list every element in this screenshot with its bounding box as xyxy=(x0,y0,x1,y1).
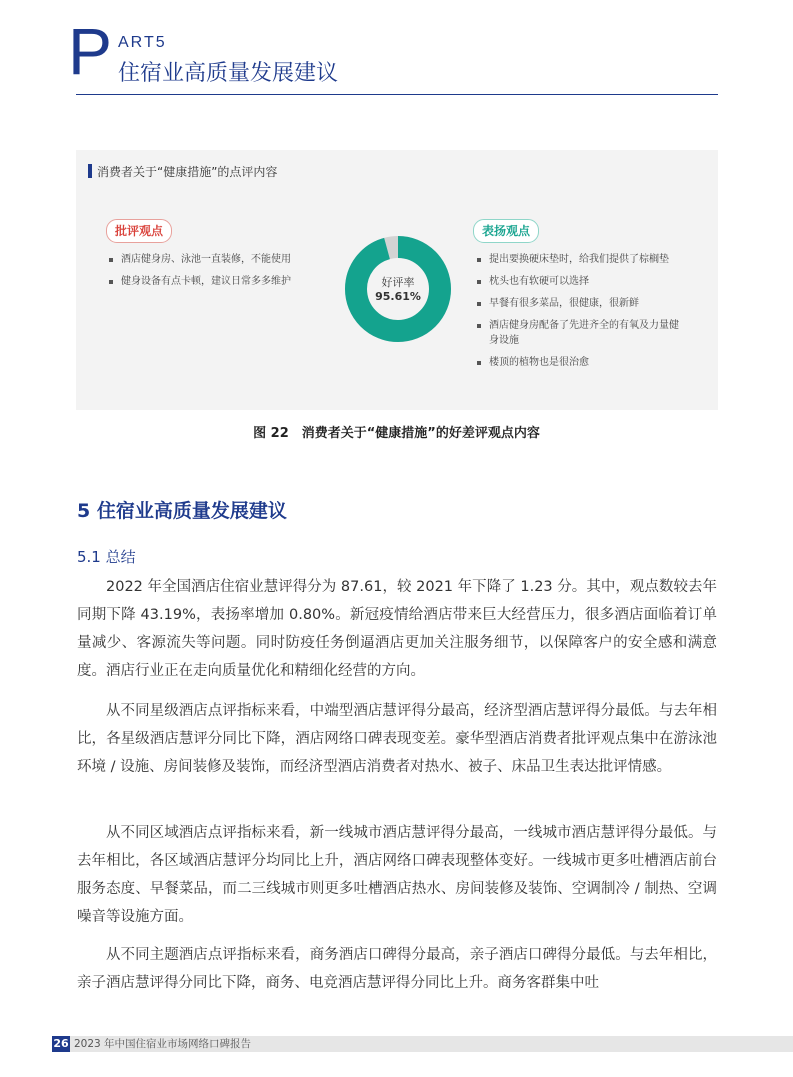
panel-title-marker xyxy=(88,164,92,178)
part-letter: P xyxy=(68,14,111,88)
panel-title: 消费者关于“健康措施”的点评内容 xyxy=(97,165,278,179)
negative-opinion-tag: 批评观点 xyxy=(106,219,172,243)
positive-opinion-list xyxy=(476,252,686,377)
list-item: 早餐有很多菜品，很健康，很新鲜 xyxy=(476,296,686,311)
list-item: 楼顶的植物也是很治愈 xyxy=(476,355,686,370)
subsection-heading: 5.1 总结 xyxy=(77,548,136,566)
positive-opinion-tag: 表扬观点 xyxy=(473,219,539,243)
figure-panel xyxy=(76,150,718,410)
section-heading: 5 住宿业高质量发展建议 xyxy=(77,500,287,522)
donut-label: 好评率 xyxy=(381,276,415,289)
paragraph: 从不同区域酒店点评指标来看，新一线城市酒店慧评得分最高，一线城市酒店慧评得分最低。与去年相比，各区域酒店慧评分均同比上升，酒店网络口碑表现整体变好。一线城市更多吐槽酒店前台服务态度、早餐菜品，而二三线城市则更多吐槽酒店热水、房间装修及装饰、空调制冷 / 制热、空调噪音等设施方面。 xyxy=(77,825,717,925)
page-number: 26 xyxy=(53,1037,69,1050)
chapter-title: 住宿业高质量发展建议 xyxy=(118,61,339,86)
paragraph: 从不同星级酒店点评指标来看，中端型酒店慧评得分最高，经济型酒店慧评得分最低。与去年相比，各星级酒店慧评分同比下降，酒店网络口碑表现变差。豪华型酒店消费者批评观点集中在游泳池环境 / 设施、房间装修及装饰，而经济型酒店消费者对热水、被子、床品卫生表达批评情感。 xyxy=(77,703,717,775)
list-item: 健身设备有点卡顿，建议日常多多维护 xyxy=(108,274,328,289)
figure-caption: 图 22 消费者关于“健康措施”的好差评观点内容 xyxy=(253,426,540,441)
negative-opinion-list xyxy=(108,252,328,296)
page-footer xyxy=(52,1036,793,1052)
paragraph: 从不同主题酒店点评指标来看，商务酒店口碑得分最高，亲子酒店口碑得分最低。与去年相比，亲子酒店慧评得分同比下降，商务、电竞酒店慧评得分同比上升。商务客群集中吐 xyxy=(77,947,717,991)
list-item: 提出要换硬床垫时，给我们提供了棕榈垫 xyxy=(476,252,686,267)
donut-value: 95.61% xyxy=(375,290,421,303)
paragraph: 2022 年全国酒店住宿业慧评得分为 87.61，较 2021 年下降了 1.23 分。其中，观点数较去年同期下降 43.19%，表扬率增加 0.80%。新冠疫情给酒店带来巨大经营压力，很多酒店面临着订单量减少、客源流失等问题。同时防疫任务倒逼酒店更加关注服务细节，以保障客户的安全感和满意度。酒店行业正在走向质量优化和精细化经营的方向。 xyxy=(77,579,717,679)
list-item: 枕头也有软硬可以选择 xyxy=(476,274,686,289)
list-item: 酒店健身房、泳池一直装修，不能使用 xyxy=(108,252,328,267)
report-title: 2023 年中国住宿业市场网络口碑报告 xyxy=(74,1038,252,1050)
header-divider xyxy=(76,94,718,95)
list-item: 酒店健身房配备了先进齐全的有氧及力量健身设施 xyxy=(476,318,686,348)
part-label: ART5 xyxy=(118,34,167,51)
